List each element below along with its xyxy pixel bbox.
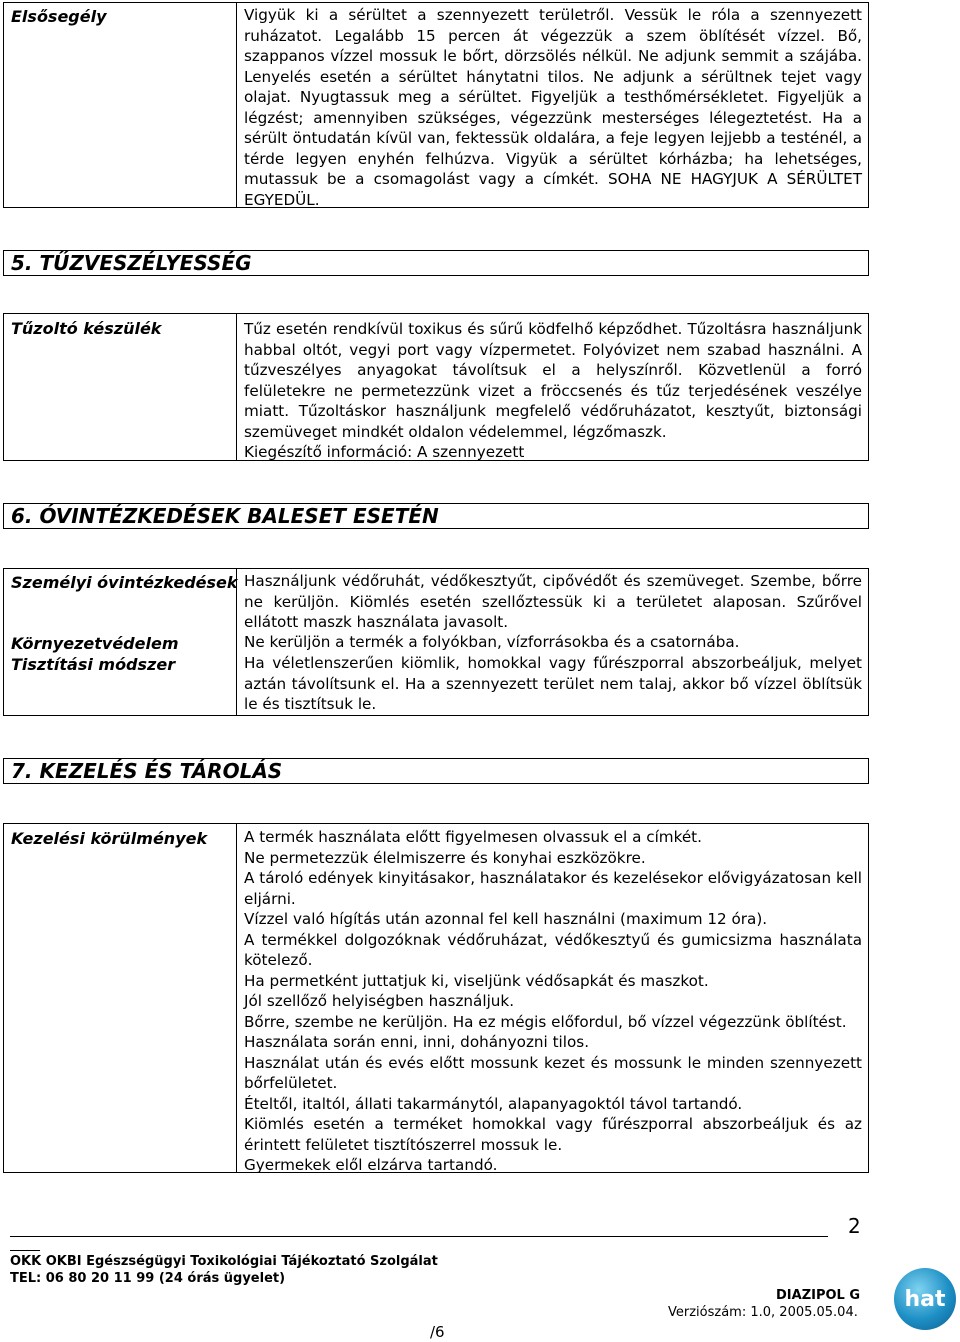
handling-line: Vízzel való hígítás után azonnal fel kell használni (maximum 12 óra). bbox=[244, 910, 768, 928]
footer-version: Verziószám: 1.0, 2005.05.04. bbox=[668, 1305, 858, 1320]
environment-text-cell bbox=[237, 632, 868, 653]
fire-table bbox=[3, 313, 869, 461]
handling-line: Ne permetezzük élelmiszerre és konyhai eszközökre. bbox=[244, 848, 646, 867]
handling-line: A tároló edények kinyitásakor, használatakor és kezelésekor elővigyázatosan kell eljárni. bbox=[244, 869, 862, 908]
fire-text: Tűz esetén rendkívül toxikus és sűrű ködfelhő képződhet. Tűzoltásra használjunk habbal oltót, vegyi port vagy vízpermetet. Folyóvizet nem szabad használni. A tűzveszélyes anyagokat távolítsuk el a helyszínről. Közvetlenül a forró felületekre ne permetezzünk vizet a fröccsenés és tűz terjedésének veszélye miatt. Tűzoltáskor használjunk megfelelő védőruházatot, kesztyűt, biztonsági szemüveget mindkét oldalon védelemmel, légzőmaszk. bbox=[244, 320, 862, 441]
environment-label: Környezetvédelem bbox=[11, 634, 179, 653]
handling-line: Használat után és evés előtt mossunk kezet és mossunk le minden szennyezett bőrfelületet. bbox=[244, 1053, 862, 1092]
page-number: 2 bbox=[848, 1214, 861, 1238]
environment-label-cell bbox=[4, 632, 237, 653]
handling-table bbox=[3, 823, 869, 1173]
precautions-label: Személyi óvintézkedések bbox=[11, 573, 238, 592]
first-aid-label-cell bbox=[4, 3, 237, 207]
handling-line: Használata során enni, inni, dohányozni tilos. bbox=[244, 1033, 590, 1051]
fire-text-cell bbox=[237, 314, 868, 460]
first-aid-label: Elsősegély bbox=[11, 7, 107, 26]
footer-rule bbox=[10, 1236, 828, 1237]
handling-label-cell bbox=[4, 824, 237, 1172]
cleaning-label: Tisztítási módszer bbox=[11, 655, 176, 674]
precautions-text: Használjunk védőruhát, védőkesztyűt, cipővédőt és szemüveget. Szembe, bőrre ne kerüljön. Kiömlés esetén szellőztessük ki a területet alaposan. Szűrővel ellátott maszk használata javasolt. bbox=[244, 572, 862, 631]
first-aid-text-cell bbox=[237, 3, 868, 207]
fire-label-cell bbox=[4, 314, 237, 460]
section-5-title: 5. TŰZVESZÉLYESSÉG bbox=[3, 250, 869, 276]
precautions-row bbox=[4, 569, 868, 632]
section-7-title: 7. KEZELÉS ÉS TÁROLÁS bbox=[3, 758, 869, 784]
cleaning-text-cell bbox=[237, 653, 868, 715]
handling-line: Gyermekek elől elzárva tartandó. bbox=[244, 1156, 498, 1174]
footer-org: OKK OKBI Egészségügyi Toxikológiai Tájékoztató Szolgálat bbox=[10, 1254, 438, 1269]
cleaning-row bbox=[4, 653, 868, 715]
precautions-text-cell bbox=[237, 569, 868, 632]
first-aid-text: Vigyük ki a sérültet a szennyezett területről. Vessük le róla a szennyezett ruházatot. Legalább 15 percen át végezzük a szem öblítését vízzel. Bő, szappanos vízzel mossuk le bőrt, dörzsölés nélkül. Ne adjunk semmit a szájába. Lenyelés esetén a sérültet hánytatni tilos. Ne adjunk a sérültnek tejet vagy olajat. Nyugtassuk meg a sérültet. Figyeljük a testhőmérsékletet. Figyeljük a légzést; amennyiben szükséges, végezzünk mesterséges lélegeztetést. Ha a sérült öntudatán kívül van, fektessük oldalára, a feje legyen lejjebb a testénél, a térde legyen enyhén felhúzva. Vigyük a sérültet kórházba; ha lehetséges, mutassuk be a csomagolást vagy a címkét. SOHA NE HAGYJUK A SÉRÜLTET EGYEDÜL. bbox=[244, 6, 862, 209]
footer-short-rule bbox=[10, 1250, 40, 1251]
first-aid-table bbox=[3, 2, 869, 208]
hat-logo-icon: hat bbox=[894, 1268, 956, 1330]
footer-product: DIAZIPOL G bbox=[776, 1288, 861, 1303]
handling-text-cell bbox=[237, 824, 868, 1172]
handling-line: Ételtől, italtól, állati takarmánytól, alapanyagoktól távol tartandó. bbox=[244, 1094, 743, 1113]
handling-line: Jól szellőző helyiségben használjuk. bbox=[244, 992, 515, 1010]
environment-row bbox=[4, 632, 868, 653]
handling-line: Ha permetként juttatjuk ki, viseljünk védősapkát és maszkot. bbox=[244, 971, 709, 990]
footer-page-total: /6 bbox=[430, 1323, 445, 1341]
section-6-title: 6. ÓVINTÉZKEDÉSEK BALESET ESETÉN bbox=[3, 503, 869, 529]
precautions-label-cell bbox=[4, 569, 237, 632]
precautions-table bbox=[3, 568, 869, 716]
handling-label: Kezelési körülmények bbox=[11, 829, 208, 848]
fire-label: Tűzoltó készülék bbox=[11, 319, 162, 338]
handling-line: Kiömlés esetén a terméket homokkal vagy fűrészporral abszorbeáljuk és az érintett felületet tisztítószerrel mossuk le. bbox=[244, 1115, 862, 1154]
fire-extra: Kiegészítő információ: A szennyezett bbox=[244, 443, 525, 461]
cleaning-text: Ha véletlenszerűen kiömlik, homokkal vagy fűrészporral abszorbeáljuk, melyet aztán távolítsunk el. Ha a szennyezett terület nem talaj, akkor bő vízzel öblítsük le és tisztítsuk le. bbox=[244, 654, 862, 713]
handling-line: Bőrre, szembe ne kerüljön. Ha ez mégis előfordul, bő vízzel végezzünk öblítést. bbox=[244, 1012, 847, 1031]
cleaning-label-cell bbox=[4, 653, 237, 715]
footer-tel: TEL: 06 80 20 11 99 (24 órás ügyelet) bbox=[10, 1271, 286, 1286]
environment-text: Ne kerüljön a termék a folyókban, vízforrásokba és a csatornába. bbox=[244, 633, 740, 651]
handling-line: A termékkel dolgozóknak védőruházat, védőkesztyű és gumicsizma használata kötelező. bbox=[244, 930, 862, 969]
handling-line: A termék használata előtt figyelmesen olvassuk el a címkét. bbox=[244, 828, 702, 846]
